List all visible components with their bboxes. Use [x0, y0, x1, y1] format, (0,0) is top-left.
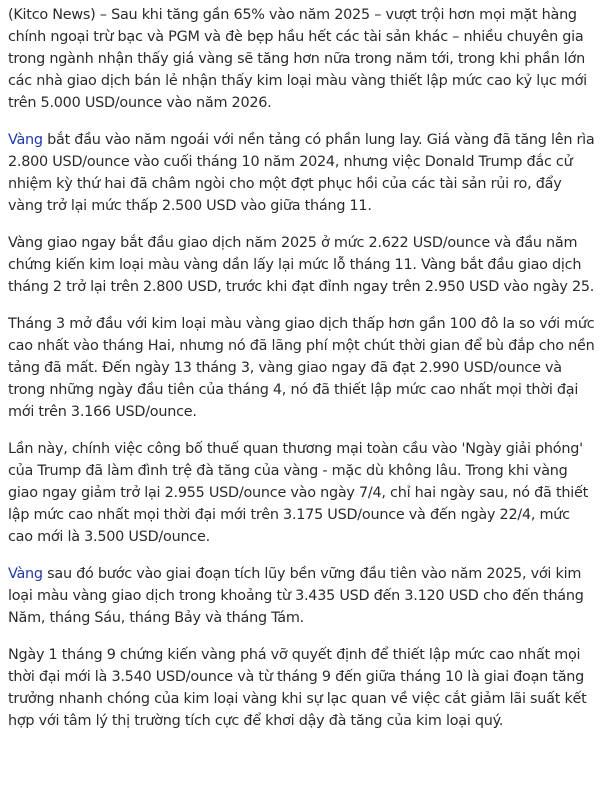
- paragraph-text: sau đó bước vào giai đoạn tích lũy bền vững đầu tiên vào năm 2025, với kim loại màu vàng giao dịch trong khoảng từ 3.435 USD đến 3.120 USD cho đến tháng Năm, tháng Sáu, tháng Bảy và tháng Tám.: [8, 566, 584, 626]
- paragraph-consolidation: [8, 563, 595, 629]
- paragraph-jan-feb: [8, 232, 595, 298]
- paragraph-text: Vàng giao ngay bắt đầu giao dịch năm 2025 ở mức 2.622 USD/ounce và đầu năm chứng kiến kim loại màu vàng dần lấy lại mức lỗ tháng 11. Vàng bắt đầu giao dịch tháng 2 trở lại trên 2.800 USD, trước khi đạt đỉnh ngay trên 2.950 USD vào ngày 25.: [8, 235, 595, 295]
- paragraph-text: bắt đầu vào năm ngoái với nền tảng có phần lung lay. Giá vàng đã tăng lên rìa 2.800 USD/ounce vào cuối tháng 10 năm 2024, nhưng việc Donald Trump đắc cử nhiệm kỳ thứ hai đã châm ngòi cho một đợt phục hồi của các tài sản rủi ro, đẩy vàng trở lại mức thấp 2.500 USD vào giữa tháng 11.: [8, 132, 595, 214]
- paragraph-september: [8, 644, 595, 732]
- paragraph-march: [8, 313, 595, 423]
- paragraph-2024-background: [8, 129, 595, 217]
- paragraph-text: (Kitco News) – Sau khi tăng gần 65% vào năm 2025 – vượt trội hơn mọi mặt hàng chính ngoại trừ bạc và PGM và đè bẹp hầu hết các tài sản khác – nhiều chuyên gia trong ngành nhận thấy giá vàng sẽ tăng hơn nữa trong năm tới, trong khi phần lớn các nhà giao dịch bán lẻ nhận thấy kim loại màu vàng thiết lập mức cao kỷ lục mới trên 5.000 USD/ounce vào năm 2026.: [8, 7, 587, 111]
- gold-link[interactable]: Vàng: [8, 132, 43, 148]
- paragraph-april: [8, 438, 595, 548]
- paragraph-text: Lần này, chính việc công bố thuế quan thương mại toàn cầu vào 'Ngày giải phóng' của Trump đã làm đình trệ đà tăng của vàng - mặc dù không lâu. Trong khi vàng giao ngay giảm trở lại 2.955 USD/ounce vào ngày 7/4, chỉ hai ngày sau, nó đã thiết lập mức cao nhất mọi thời đại mới trên 3.175 USD/ounce và đến ngày 22/4, mức cao mới là 3.500 USD/ounce.: [8, 441, 588, 545]
- gold-link[interactable]: Vàng: [8, 566, 43, 582]
- paragraph-text: Ngày 1 tháng 9 chứng kiến vàng phá vỡ quyết định để thiết lập mức cao nhất mọi thời đại mới là 3.540 USD/ounce và từ tháng 9 đến giữa tháng 10 là giai đoạn tăng trưởng nhanh chóng của kim loại vàng khi sự lạc quan về việc cắt giảm lãi suất kết hợp với tâm lý thị trường tích cực để khơi dậy đà tăng của kim loại quý.: [8, 647, 587, 729]
- paragraph-intro: [8, 4, 595, 114]
- paragraph-text: Tháng 3 mở đầu với kim loại màu vàng giao dịch thấp hơn gần 100 đô la so với mức cao nhất vào tháng Hai, nhưng nó đã lãng phí một chút thời gian để bù đắp cho nền tảng đã mất. Đến ngày 13 tháng 3, vàng giao ngay đã đạt 2.990 USD/ounce và trong những ngày đầu tiên của tháng 4, nó đã thiết lập mức cao nhất mọi thời đại mới trên 3.166 USD/ounce.: [8, 316, 595, 420]
